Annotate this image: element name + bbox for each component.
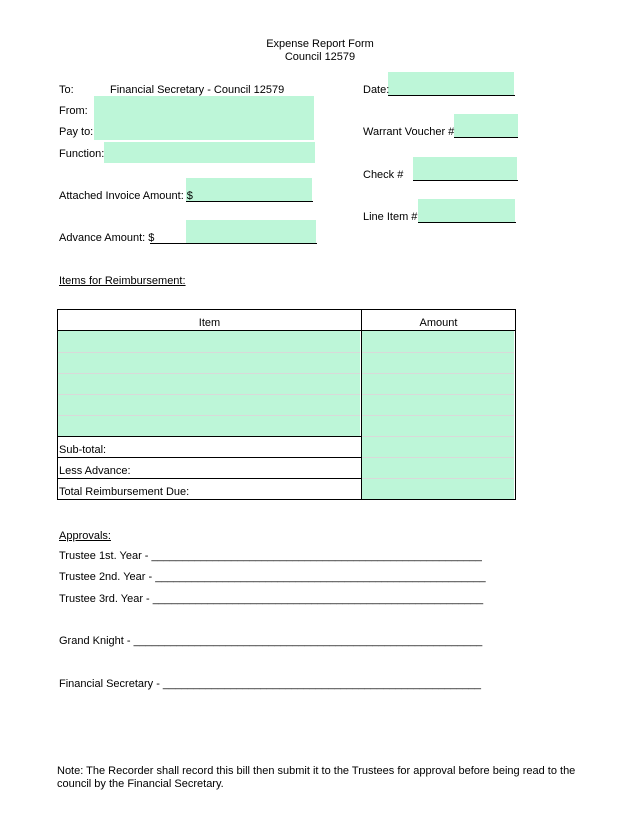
date-underline [388,95,515,96]
approvals-section-label: Approvals: [59,530,111,542]
row-divider [362,436,514,437]
date-input[interactable] [388,72,514,96]
check-input[interactable] [413,157,517,181]
advance-amount-label: Advance Amount: $ [59,232,155,244]
payto-label: Pay to: [59,126,94,138]
line-item-label: Line Item # [363,211,418,223]
from-payto-input[interactable] [94,96,314,140]
row-divider [362,394,514,395]
row-divider [58,373,360,374]
row-divider [58,415,360,416]
check-label: Check # [363,169,404,181]
trustee-3rd-year-line: Trustee 3rd. Year - ______________________________________________________ [59,593,484,605]
invoice-amount-underline [186,201,313,202]
note-line-1: Note: The Recorder shall record this bill then submit it to the Trustees for approval before being read to the [57,765,576,777]
row-divider [362,352,514,353]
note-line-2: council by the Financial Secretary. [57,778,224,790]
function-label: Function: [59,148,105,160]
less-advance-label: Less Advance: [59,465,131,477]
from-label: From: [59,105,88,117]
row-divider [362,373,514,374]
advance-amount-underline [150,243,317,244]
amount-column-header: Amount [419,317,458,329]
to-value: Financial Secretary - Council 12579 [110,84,285,96]
to-label: To: [59,84,74,96]
trustee-2nd-year-line: Trustee 2nd. Year - ______________________________________________________ [59,571,486,583]
line-item-underline [418,222,516,223]
advance-amount-input[interactable] [186,220,316,243]
warrant-voucher-input[interactable] [454,114,518,138]
financial-secretary-line: Financial Secretary - ____________________________________________________ [59,678,482,690]
row-divider [362,415,514,416]
total-divider [57,478,362,479]
line-item-input[interactable] [418,199,515,223]
function-input[interactable] [104,142,315,163]
item-column-header: Item [198,317,221,329]
trustee-1st-year-line: Trustee 1st. Year - ______________________________________________________ [59,550,482,562]
row-divider [58,394,360,395]
total-due-label: Total Reimbursement Due: [59,486,190,498]
less-advance-divider [57,457,362,458]
row-divider [58,352,360,353]
grand-knight-line: Grand Knight - _________________________________________________________ [59,635,483,647]
council-subtitle: Council 12579 [284,51,356,63]
invoice-amount-input[interactable] [186,178,312,201]
row-divider [362,457,514,458]
row-divider [362,478,514,479]
date-label: Date: [363,84,390,96]
items-section-label: Items for Reimbursement: [59,275,186,287]
warrant-voucher-label: Warrant Voucher # [363,126,455,138]
subtotal-label: Sub-total: [59,444,107,456]
item-rows-input[interactable] [58,331,360,437]
warrant-voucher-underline [454,137,518,138]
check-underline [413,180,518,181]
subtotal-divider [57,436,362,437]
invoice-amount-label: Attached Invoice Amount: $ [59,190,193,202]
form-title: Expense Report Form [266,38,374,50]
